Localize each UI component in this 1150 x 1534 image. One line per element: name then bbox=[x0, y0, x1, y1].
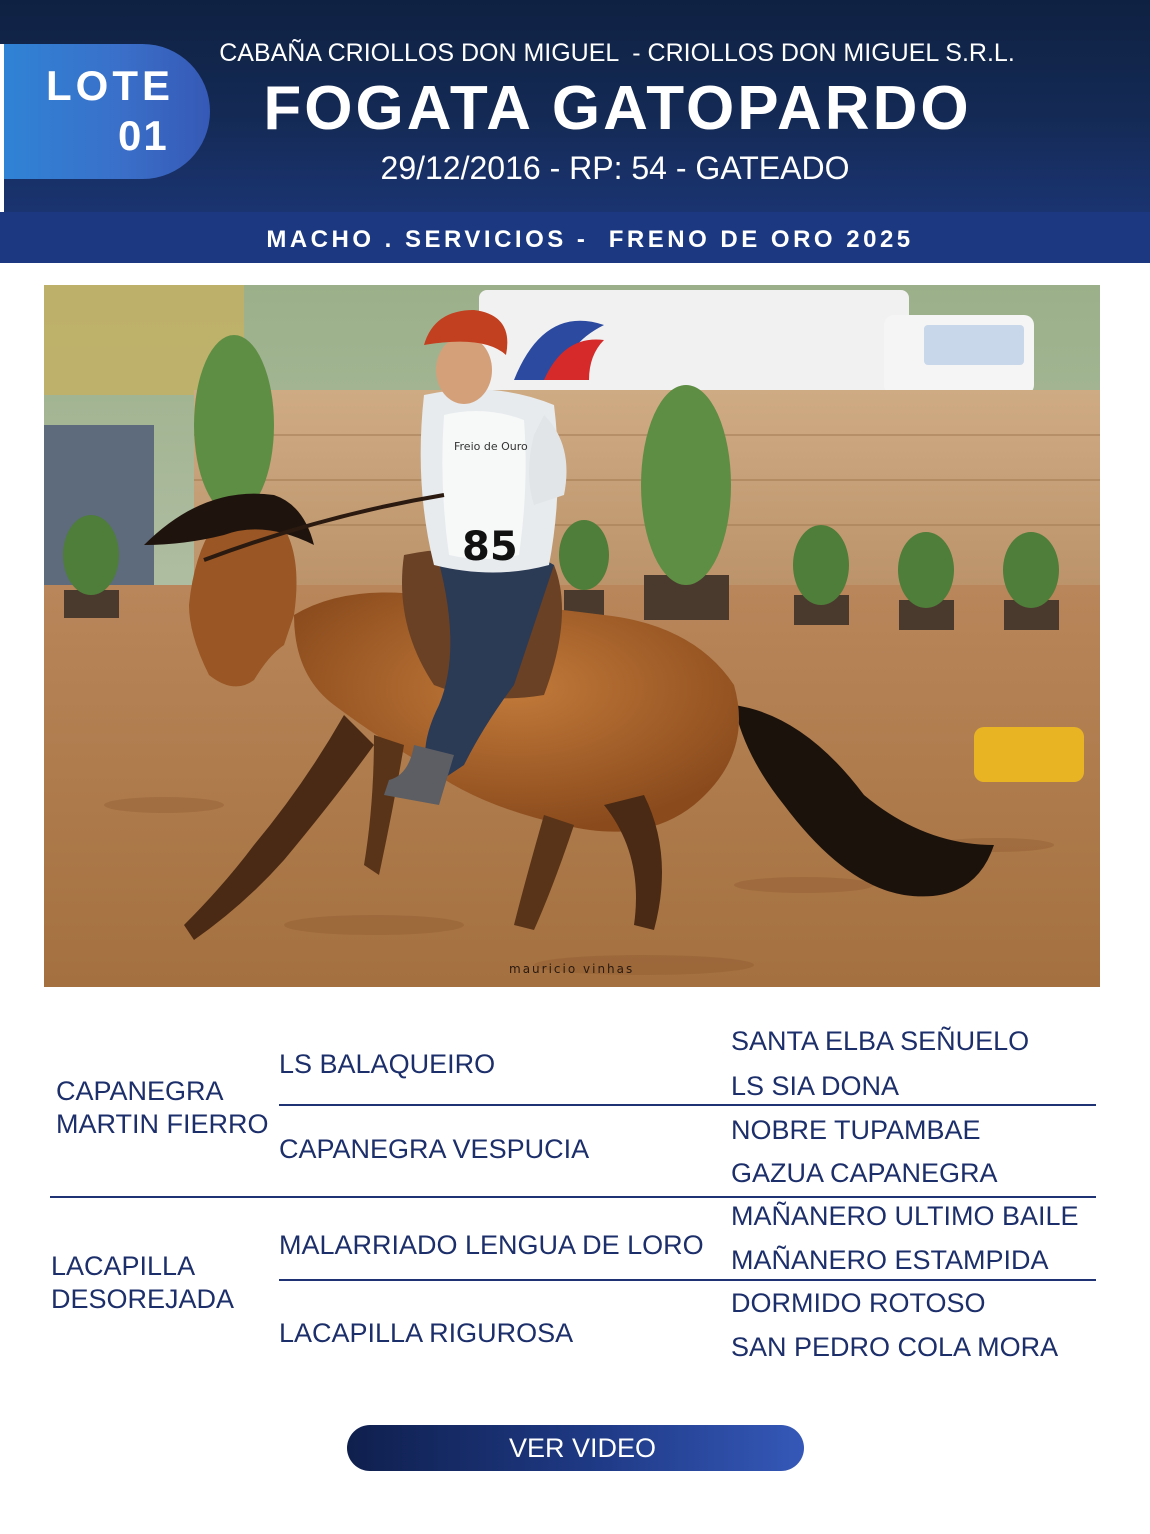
lote-label: LOTE bbox=[46, 62, 174, 109]
ancestor-4: GAZUA CAPANEGRA bbox=[731, 1158, 998, 1188]
ancestor-3: NOBRE TUPAMBAE bbox=[731, 1115, 981, 1145]
ancestor-8: SAN PEDRO COLA MORA bbox=[731, 1332, 1059, 1362]
lote-number: 01 bbox=[118, 112, 169, 159]
horse-photo-illustration bbox=[44, 285, 1100, 987]
divider-sire-inner bbox=[279, 1104, 1096, 1106]
photographer-signature: mauricio vinhas bbox=[509, 962, 635, 976]
ancestor-7: DORMIDO ROTOSO bbox=[731, 1288, 986, 1318]
vest-logo-text: Freio de Ouro bbox=[454, 440, 528, 453]
divider-dam-inner bbox=[279, 1279, 1096, 1281]
sire-name-line2: MARTIN FIERRO bbox=[56, 1109, 269, 1139]
paternal-grandsire: LS BALAQUEIRO bbox=[279, 1049, 496, 1079]
paternal-granddam: CAPANEGRA VESPUCIA bbox=[279, 1134, 590, 1164]
subtitle-text: MACHO . SERVICIOS - FRENO DE ORO 2025 bbox=[266, 226, 914, 253]
horse-info: 29/12/2016 - RP: 54 - GATEADO bbox=[380, 150, 850, 186]
sire-name-line1: CAPANEGRA bbox=[56, 1076, 224, 1106]
ancestor-1: SANTA ELBA SEÑUELO bbox=[731, 1026, 1030, 1056]
dam-name-line1: LACAPILLA bbox=[51, 1251, 196, 1281]
ancestor-2: LS SIA DONA bbox=[731, 1071, 900, 1101]
horse-name: FOGATA GATOPARDO bbox=[263, 74, 972, 143]
rider-number: 85 bbox=[462, 524, 518, 570]
maternal-granddam: LACAPILLA RIGUROSA bbox=[279, 1318, 574, 1348]
maternal-grandsire: MALARRIADO LENGUA DE LORO bbox=[279, 1230, 704, 1260]
divider-main bbox=[50, 1196, 1096, 1198]
ver-video-button[interactable]: VER VIDEO bbox=[347, 1425, 804, 1471]
breeder-name: CABAÑA CRIOLLOS DON MIGUEL - CRIOLLOS DON MIGUEL S.R.L. bbox=[219, 39, 1015, 67]
dam-name-line2: DESOREJADA bbox=[51, 1284, 235, 1314]
ancestor-5: MAÑANERO ULTIMO BAILE bbox=[731, 1201, 1079, 1231]
horse-photo bbox=[44, 285, 1100, 987]
ancestor-6: MAÑANERO ESTAMPIDA bbox=[731, 1245, 1049, 1275]
